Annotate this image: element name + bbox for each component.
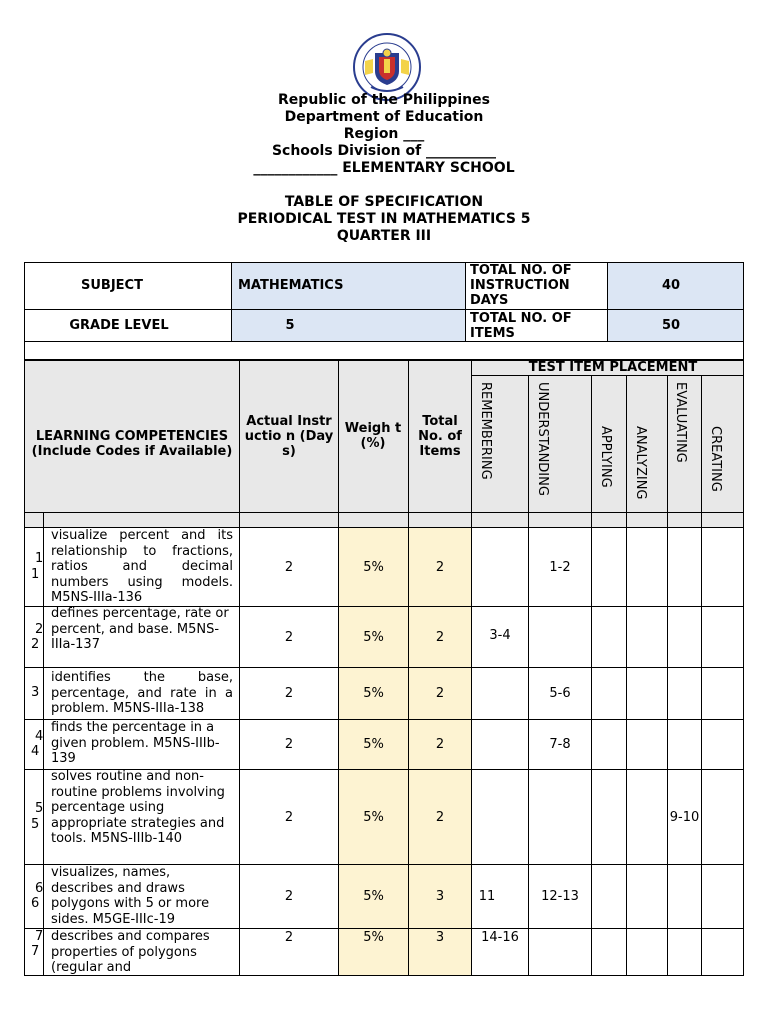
- row-number: 5: [31, 817, 40, 832]
- items-value: 2: [435, 559, 445, 575]
- items-value: 3: [435, 889, 445, 904]
- header-line-school: ____________ ELEMENTARY SCHOOL: [253, 160, 515, 176]
- row-number: 1: [35, 551, 44, 566]
- items-value: 3: [435, 929, 445, 945]
- remembering-items: 14-16: [481, 929, 519, 945]
- understanding-items: 5-6: [549, 686, 571, 701]
- instruction-days-value: 40: [661, 278, 681, 293]
- weight-value: 5%: [363, 629, 384, 645]
- column-header-test-item-placement: TEST ITEM PLACEMENT: [528, 360, 698, 375]
- items-value: 2: [435, 809, 445, 825]
- column-header-competencies: LEARNING COMPETENCIES (Include Codes if Available): [31, 429, 233, 459]
- weight-value: 5%: [363, 809, 384, 825]
- level-header-analyzing: ANALYZING: [633, 426, 648, 500]
- column-header-weight: Weigh t (%): [344, 421, 402, 451]
- competency-text: finds the percentage in a given problem. M5NS-IIIb-139: [51, 720, 220, 766]
- understanding-items: 12-13: [541, 889, 579, 904]
- days-value: 2: [284, 559, 294, 575]
- title-table-of-specification: TABLE OF SPECIFICATION: [284, 194, 484, 210]
- subject-value: MATHEMATICS: [238, 278, 344, 293]
- grade-level-label: GRADE LEVEL: [69, 318, 169, 333]
- header-line-department: Department of Education: [284, 109, 484, 125]
- deped-seal-logo: [351, 33, 423, 101]
- remembering-items: 3-4: [489, 627, 511, 643]
- level-header-evaluating: EVALUATING: [673, 382, 688, 463]
- column-header-days: Actual Instructio n (Days): [244, 413, 334, 459]
- items-value: 2: [435, 737, 445, 752]
- row-number: 6: [35, 881, 44, 896]
- weight-value: 5%: [363, 929, 384, 945]
- row-number: 2: [35, 622, 44, 637]
- grade-level-value: 5: [285, 318, 295, 333]
- weight-value: 5%: [363, 737, 384, 752]
- competency-text: defines percentage, rate or percent, and base. M5NS-IIIa-137: [51, 606, 229, 652]
- level-header-understanding: UNDERSTANDING: [535, 382, 550, 496]
- row-number: 4: [35, 729, 44, 744]
- days-value: 2: [284, 737, 294, 752]
- header-line-republic: Republic of the Philippines: [278, 92, 490, 108]
- days-value: 2: [284, 929, 294, 945]
- row-number: 5: [35, 801, 44, 816]
- competency-text: describes and compares properties of polygons (regular and: [51, 929, 210, 975]
- days-value: 2: [284, 809, 294, 825]
- competency-text: visualize percent and its relationship to fractions, ratios and decimal numbers using models. M5NS-IIIa-136: [51, 528, 233, 605]
- column-header-total-items: Total No. of Items: [418, 413, 462, 459]
- row-number: 2: [31, 637, 40, 652]
- title-quarter: QUARTER III: [336, 228, 432, 244]
- competency-text: solves routine and non-routine problems involving percentage using appropriate strategies and tools. M5NS-IIIb-140: [51, 769, 225, 846]
- row-number: 6: [31, 896, 40, 911]
- days-value: 2: [284, 686, 294, 701]
- items-value: 2: [435, 629, 445, 645]
- title-periodical-test: PERIODICAL TEST IN MATHEMATICS 5: [237, 211, 531, 227]
- weight-value: 5%: [363, 889, 384, 904]
- row-number: 3: [31, 685, 40, 700]
- competency-text: identifies the base, percentage, and rate in a problem. M5NS-IIIa-138: [51, 670, 233, 716]
- weight-value: 5%: [363, 559, 384, 575]
- header-line-region: Region ___: [343, 126, 425, 142]
- total-items-label: TOTAL NO. OF ITEMS: [470, 310, 572, 341]
- understanding-items: 1-2: [549, 559, 571, 575]
- items-value: 2: [435, 686, 445, 701]
- understanding-items: 7-8: [549, 737, 571, 752]
- header-line-division: Schools Division of __________: [271, 143, 497, 159]
- row-number: 7: [35, 929, 44, 944]
- remembering-items: 11: [478, 889, 496, 904]
- instruction-days-label: TOTAL NO. OF INSTRUCTION DAYS: [470, 263, 572, 308]
- total-items-value: 50: [661, 318, 681, 333]
- evaluating-items: 9-10: [669, 809, 700, 825]
- row-number: 4: [31, 744, 40, 759]
- row-number: 7: [31, 944, 40, 959]
- level-header-creating: CREATING: [708, 426, 723, 492]
- level-header-remembering: REMEMBERING: [478, 382, 493, 480]
- weight-value: 5%: [363, 686, 384, 701]
- days-value: 2: [284, 889, 294, 904]
- competency-text: visualizes, names, describes and draws polygons with 5 or more sides. M5GE-IIIc-19: [51, 865, 210, 927]
- days-value: 2: [284, 629, 294, 645]
- level-header-applying: APPLYING: [598, 426, 613, 488]
- row-number: 1: [31, 567, 40, 582]
- subject-label: SUBJECT: [81, 278, 143, 293]
